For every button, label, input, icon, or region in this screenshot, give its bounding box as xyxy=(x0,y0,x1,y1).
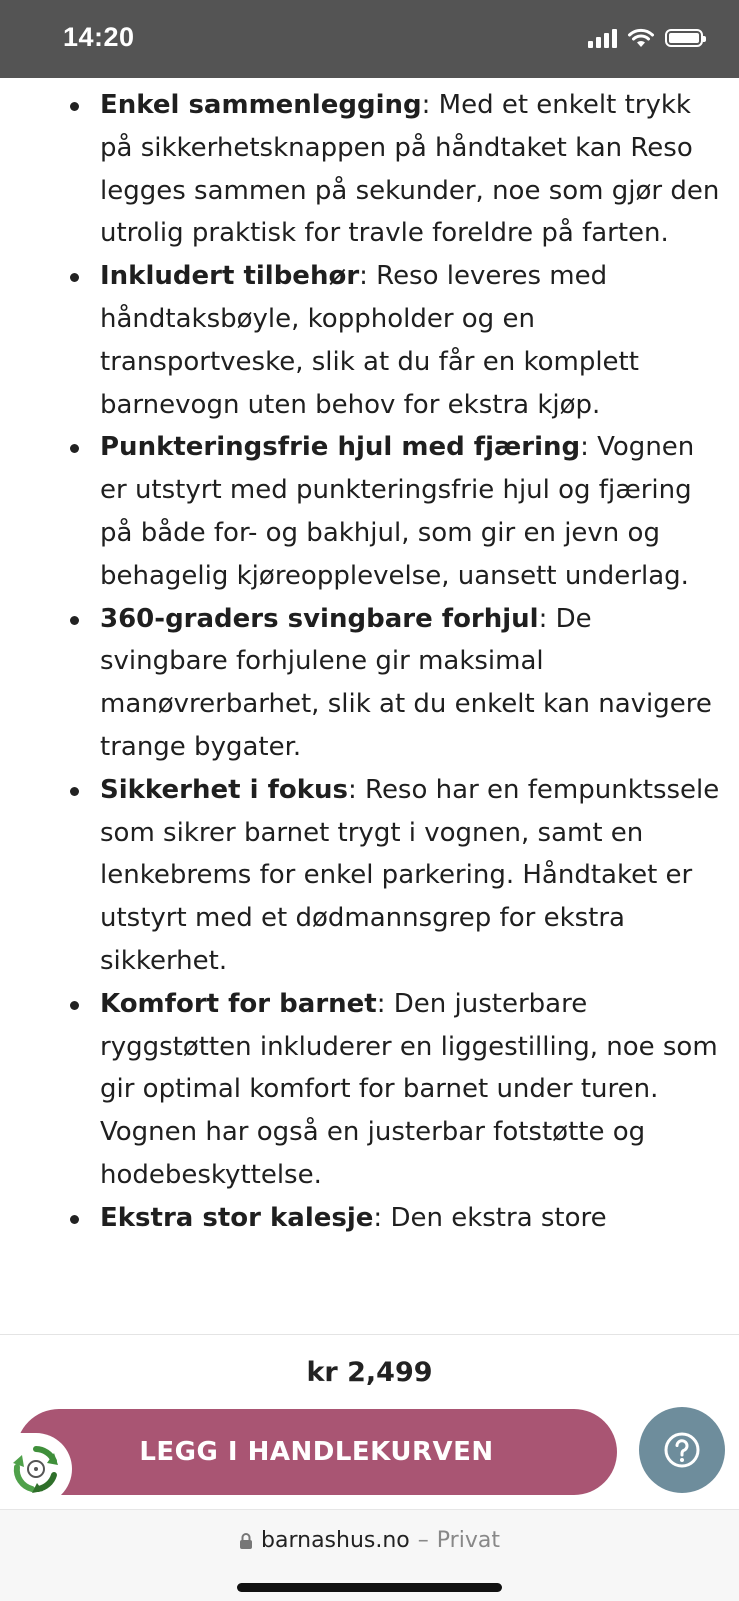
feature-text: : Reso har en fempunktssele som sikrer barnet trygt i vognen, samt en lenkebrems for enkel parkering. Håndtaket er utstyrt med et dødmannsgrep for ekstra sikkerhet. xyxy=(100,774,720,976)
feature-title: Punkteringsfrie hjul med fjæring xyxy=(100,432,581,463)
status-bar xyxy=(0,0,739,78)
feature-title: Ekstra stor kalesje xyxy=(100,1202,374,1233)
feature-text: : De svingbare forhjulene gir maksimal manøvrerbarhet, slik at du enkelt kan navigere trange bygater. xyxy=(100,603,712,762)
feature-list xyxy=(0,84,720,1240)
feature-text: : Med et enkelt trykk på sikkerhetsknappen på håndtaket kan Reso legges sammen på sekunder, noe som gjør den utrolig praktisk for travle foreldre på farten. xyxy=(100,90,720,249)
purchase-bar xyxy=(0,1334,739,1510)
browser-address-bar[interactable] xyxy=(0,1509,739,1601)
product-description xyxy=(0,84,739,1334)
feature-item xyxy=(100,598,720,769)
cellular-signal-icon xyxy=(588,28,617,48)
wifi-icon xyxy=(627,28,655,48)
feature-item xyxy=(100,769,720,983)
feature-text: : Den justerbare ryggstøtten inkluderer en liggestilling, noe som gir optimal komfort for barnet under turen. Vognen har også en justerbar fotstøtte og hodebeskyttelse. xyxy=(100,988,718,1190)
lock-icon xyxy=(239,1532,253,1550)
feature-item xyxy=(100,255,720,426)
battery-icon xyxy=(665,29,703,47)
feature-title: Sikkerhet i fokus xyxy=(100,774,349,805)
private-mode-label: Privat xyxy=(436,1528,500,1553)
feature-text: : Den ekstra store xyxy=(373,1202,607,1233)
url-separator: – xyxy=(417,1528,429,1553)
feature-text: : Reso leveres med håndtaksbøyle, koppholder og en transportveske, slik at du får en komplett barnevogn uten behov for ekstra kjøp. xyxy=(100,261,639,420)
url-display[interactable] xyxy=(0,1528,739,1553)
feature-text: : Vognen er utstyrt med punkteringsfrie hjul og fjæring på både for- og bakhjul, som gir en jevn og behagelig kjøreopplevelse, uansett underlag. xyxy=(100,432,695,591)
url-domain: barnashus.no xyxy=(261,1528,410,1553)
recycle-icon xyxy=(10,1443,62,1495)
help-button[interactable] xyxy=(639,1407,725,1493)
feature-item xyxy=(100,1197,720,1240)
feature-title: Komfort for barnet xyxy=(100,988,377,1019)
add-to-cart-button[interactable]: LEGG I HANDLEKURVEN xyxy=(16,1409,617,1495)
home-indicator[interactable] xyxy=(237,1583,502,1592)
feature-title: 360-graders svingbare forhjul xyxy=(100,603,539,634)
feature-item xyxy=(100,426,720,597)
feature-title: Inkludert tilbehør xyxy=(100,261,360,292)
recycle-badge[interactable] xyxy=(0,1433,72,1505)
feature-item xyxy=(100,983,720,1197)
feature-title: Enkel sammenlegging xyxy=(100,90,422,120)
question-mark-icon xyxy=(662,1430,702,1470)
status-icons xyxy=(588,28,703,48)
feature-item xyxy=(100,84,720,255)
status-time: 14:20 xyxy=(63,22,135,52)
price: kr 2,499 xyxy=(306,1357,433,1388)
